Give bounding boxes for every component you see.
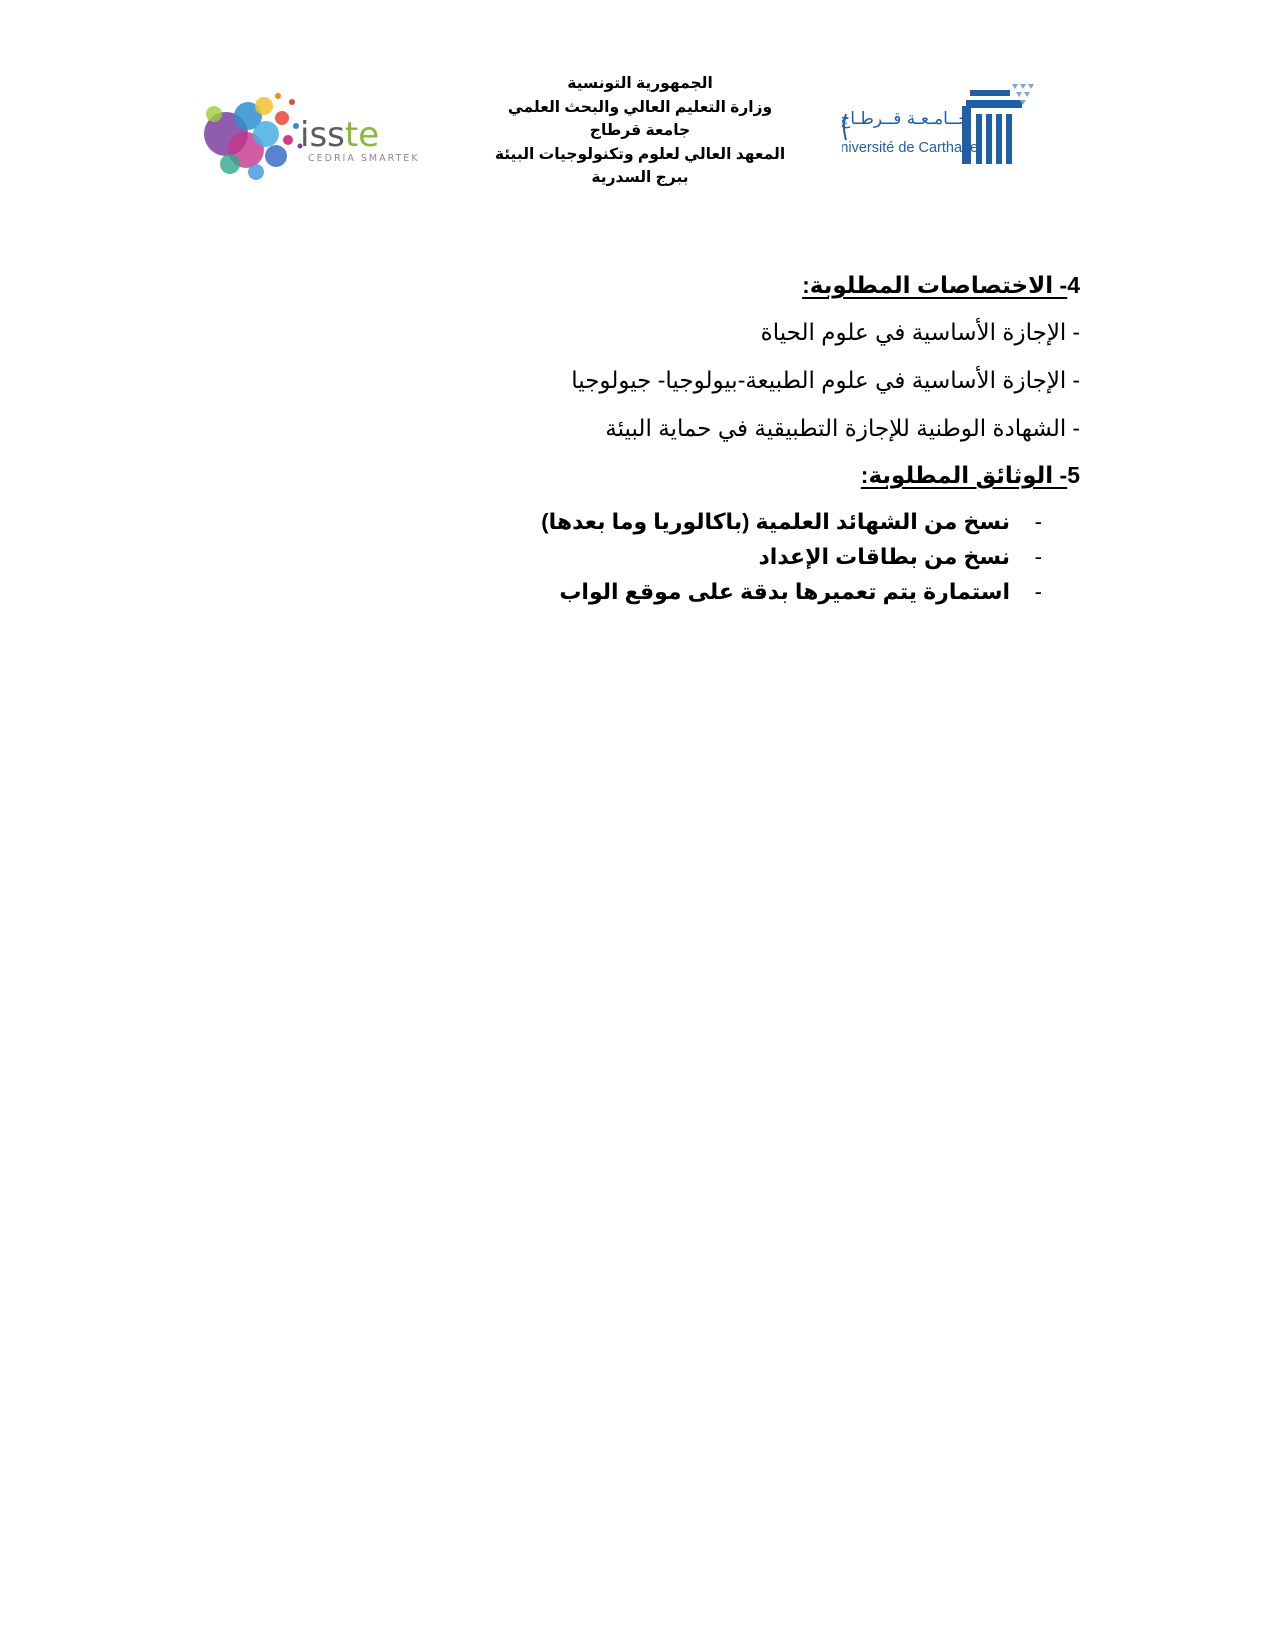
isste-logo-graphic: [196, 84, 426, 194]
specialty-text: الشهادة الوطنية للإجازة التطبيقية في حماية البيئة: [605, 415, 1067, 441]
section-4-number: 4: [1067, 272, 1080, 298]
list-dash: -: [1072, 319, 1080, 345]
header-line-university: جامعة قرطاج: [589, 122, 691, 139]
header-line-country: الجمهورية التونسية: [567, 75, 713, 92]
uc-french-name: Université de Carthage: [842, 140, 979, 156]
header-line-ministry: وزارة التعليم العالي والبحث العلمي: [507, 98, 773, 116]
isste-logo: [196, 84, 426, 194]
required-specialties-list: [280, 308, 1080, 452]
list-item: [280, 356, 1080, 404]
list-item: [280, 404, 1080, 452]
uc-arabic-name: جــامـعـة قــرطـاج: [842, 109, 969, 129]
isste-tagline: CEDRIA SMARTEK: [308, 153, 420, 164]
carthage-columns-icon: [842, 80, 1078, 176]
document-text: نسخ من الشهائد العلمية (باكالوريا وما بعدها): [541, 509, 1010, 534]
required-documents-list: [280, 504, 1080, 609]
section-5-title: - الوثائق المطلوبة:: [860, 462, 1068, 488]
list-dash: -: [1034, 509, 1042, 534]
section-4-title: - الاختصاصات المطلوبة:: [802, 272, 1068, 298]
document-body: [280, 268, 1080, 609]
section-5-number: 5: [1067, 462, 1080, 488]
section-5-heading: [280, 458, 1080, 492]
header-line-location: ببرج السدرية: [591, 169, 689, 186]
header-line-institute: المعهد العالي لعلوم وتكنولوجيات البيئة: [494, 145, 786, 163]
list-item: [280, 574, 1080, 609]
specialty-text: الإجازة الأساسية في علوم الطبيعة-بيولوجيا- جيولوجيا: [571, 367, 1067, 393]
institution-header: [440, 72, 840, 190]
list-item: [280, 308, 1080, 356]
list-item: [280, 504, 1080, 539]
document-text: استمارة يتم تعميرها بدقة على موقع الواب: [559, 579, 1010, 604]
section-4-heading: [280, 268, 1080, 302]
list-dash: -: [1072, 367, 1080, 393]
list-dash: -: [1034, 579, 1042, 604]
document-text: نسخ من بطاقات الإعداد: [758, 544, 1010, 569]
specialty-text: الإجازة الأساسية في علوم الحياة: [760, 319, 1067, 345]
isste-wordmark: isste: [300, 115, 380, 155]
list-item: [280, 539, 1080, 574]
list-dash: -: [1072, 415, 1080, 441]
list-dash: -: [1034, 544, 1042, 569]
university-of-carthage-logo: [842, 80, 1078, 176]
